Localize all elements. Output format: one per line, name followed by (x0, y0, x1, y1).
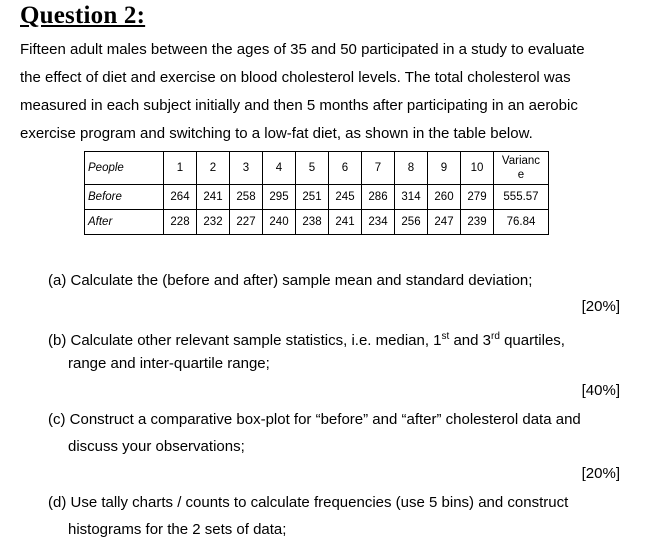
value-cell: 260 (428, 185, 461, 210)
person-number-cell: 9 (428, 152, 461, 185)
variance-cell: 555.57 (494, 185, 549, 210)
intro-line: measured in each subject initially and then 5 months after participating in an aerobic (20, 97, 578, 114)
value-cell: 256 (395, 210, 428, 235)
person-number-cell: 8 (395, 152, 428, 185)
part-b-text-end: quartiles, (499, 332, 565, 349)
value-cell: 240 (263, 210, 296, 235)
intro-paragraph (20, 36, 624, 148)
value-cell: 241 (197, 185, 230, 210)
intro-line: Fifteen adult males between the ages of 35 and 50 participated in a study to evaluate (20, 41, 585, 58)
value-cell: 279 (461, 185, 494, 210)
question-title: Question 2: (20, 2, 146, 29)
part-b-text-mid: and 3 (449, 332, 492, 349)
value-cell: 241 (329, 210, 362, 235)
cholesterol-table (84, 151, 549, 235)
person-number-cell: 4 (263, 152, 296, 185)
part-b-superscript: st (441, 331, 450, 342)
value-cell: 239 (461, 210, 494, 235)
value-cell: 264 (164, 185, 197, 210)
part-b-text-start: (b) Calculate other relevant sample statistics, i.e. median, 1 (48, 332, 442, 349)
person-number-cell: 3 (230, 152, 263, 185)
person-number-cell: 6 (329, 152, 362, 185)
value-cell: 251 (296, 185, 329, 210)
value-cell: 258 (230, 185, 263, 210)
row-label-cell: Before (85, 185, 164, 210)
person-number-cell: 10 (461, 152, 494, 185)
value-cell: 286 (362, 185, 395, 210)
value-cell: 234 (362, 210, 395, 235)
value-cell: 232 (197, 210, 230, 235)
part-c-text-line2: discuss your observations; (68, 438, 245, 455)
value-cell: 314 (395, 185, 428, 210)
value-cell: 245 (329, 185, 362, 210)
part-a-weight: [20%] (581, 298, 620, 315)
person-number-cell: 2 (197, 152, 230, 185)
person-number-cell: 7 (362, 152, 395, 185)
value-cell: 295 (263, 185, 296, 210)
part-d-text: (d) Use tally charts / counts to calculate frequencies (use 5 bins) and construct (48, 494, 569, 511)
variance-header-cell (494, 152, 549, 185)
variance-header-line: Varianc (501, 155, 541, 167)
part-b-text-line2: range and inter-quartile range; (68, 355, 270, 372)
value-cell: 228 (164, 210, 197, 235)
intro-line: the effect of diet and exercise on blood cholesterol levels. The total cholesterol was (20, 69, 571, 86)
part-d-text-line2: histograms for the 2 sets of data; (68, 521, 287, 538)
person-number-cell: 1 (164, 152, 197, 185)
person-number-cell: 5 (296, 152, 329, 185)
part-b-weight: [40%] (581, 382, 620, 399)
table-row-before (85, 185, 549, 210)
value-cell: 238 (296, 210, 329, 235)
part-c-weight: [20%] (581, 465, 620, 482)
part-c-text: (c) Construct a comparative box-plot for “before” and “after” cholesterol data and (48, 411, 581, 428)
part-b-text (48, 328, 565, 350)
table-row-after (85, 210, 549, 235)
part-b-superscript: rd (491, 331, 500, 342)
header-label-cell: People (85, 152, 164, 185)
value-cell: 247 (428, 210, 461, 235)
part-a-text: (a) Calculate the (before and after) sample mean and standard deviation; (48, 272, 533, 289)
table-header-row (85, 152, 549, 185)
value-cell: 227 (230, 210, 263, 235)
row-label-cell: After (85, 210, 164, 235)
variance-cell: 76.84 (494, 210, 549, 235)
variance-header-line: e (517, 169, 525, 181)
intro-line: exercise program and switching to a low-fat diet, as shown in the table below. (20, 125, 533, 142)
